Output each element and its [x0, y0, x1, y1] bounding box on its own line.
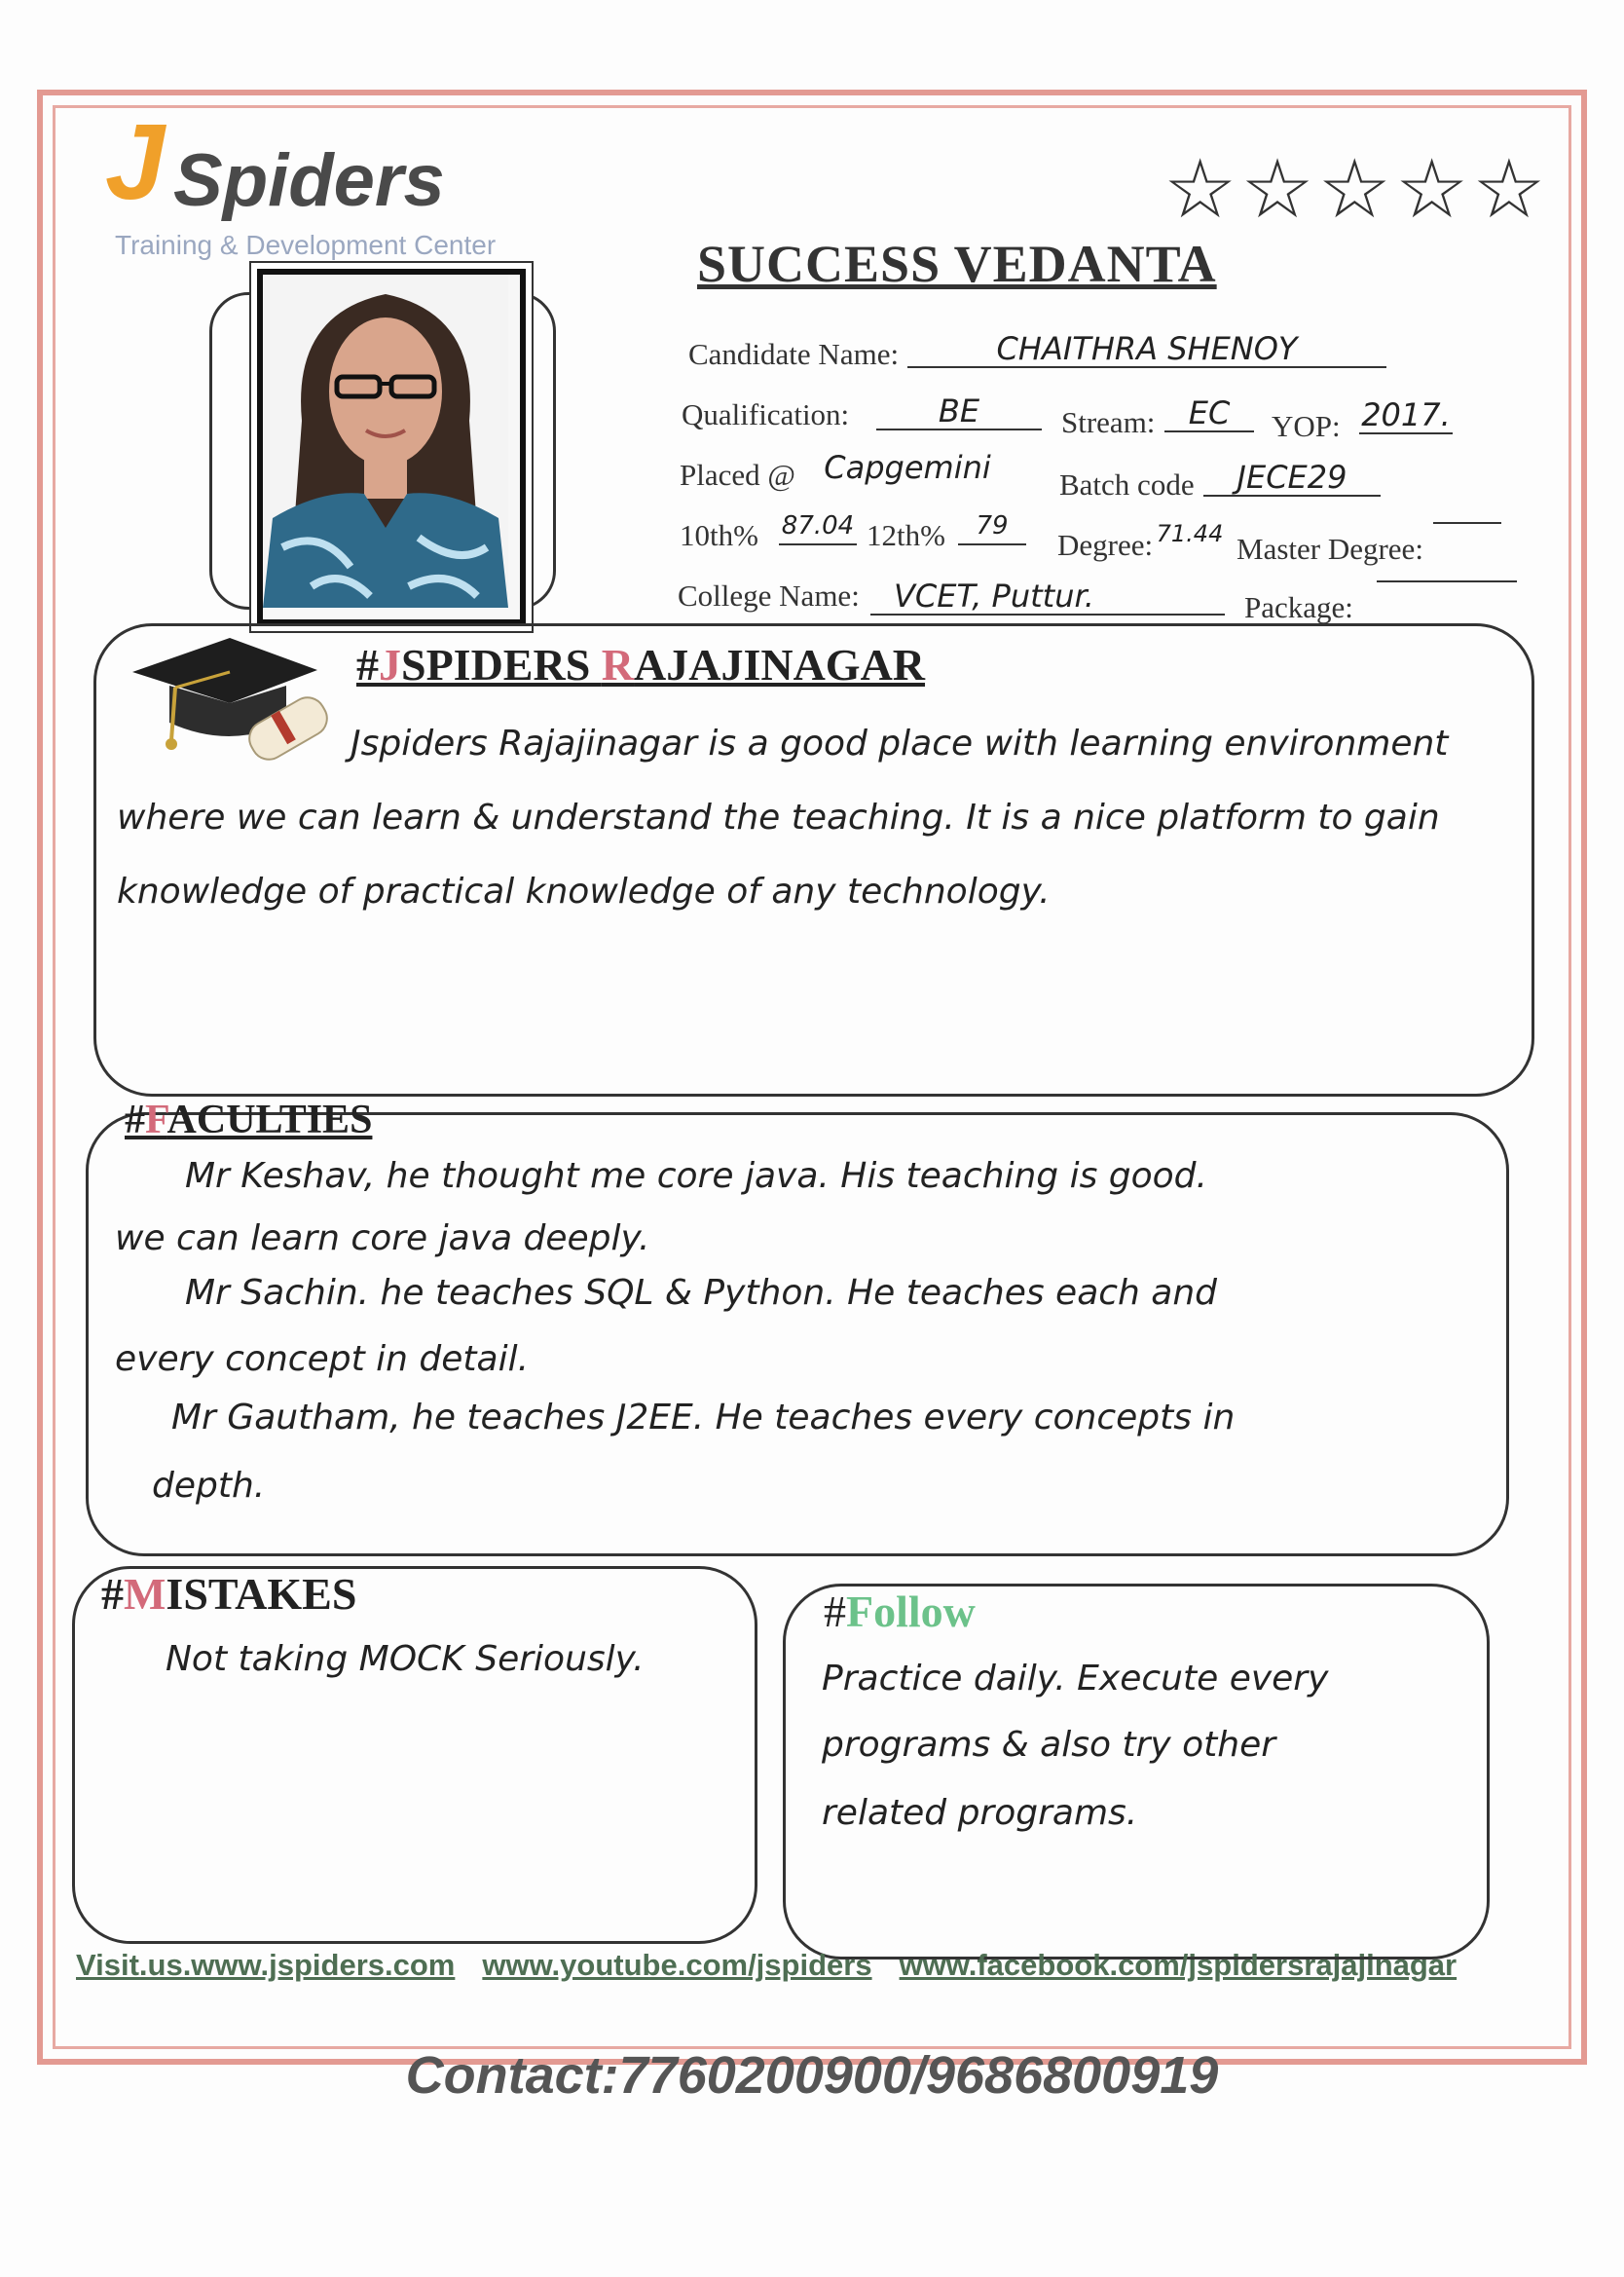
page-title: SUCCESS VEDANTA	[697, 235, 1217, 293]
package-value	[1377, 580, 1517, 582]
heading-hash: #	[101, 1569, 124, 1619]
heading-initial: F	[145, 1098, 167, 1142]
heading-text: SPIDERS	[401, 640, 602, 690]
star-icon: ☆	[1472, 141, 1546, 237]
rating-stars	[1163, 141, 1546, 237]
heading-hash: #	[125, 1098, 145, 1142]
heading-hash: #	[824, 1586, 846, 1636]
qualification-label: Qualification:	[682, 397, 850, 431]
faculty-line: we can learn core java deeply.	[115, 1218, 650, 1258]
logo-subtitle: Training & Development Center	[115, 230, 497, 260]
heading-initial: R	[601, 640, 635, 690]
faculty-line: Mr Keshav, he thought me core java. His teaching is good.	[185, 1156, 1207, 1196]
yop-value: 2017.	[1359, 397, 1453, 434]
rajajinagar-text: Jspiders Rajajinagar is a good place with learning environment where we can learn & understand the teaching. It is a nice platform to gain knowledge of practical knowledge of any technology.	[117, 724, 1449, 912]
faculty-line: Mr Sachin. he teaches SQL & Python. He teaches each and	[185, 1273, 1218, 1313]
package-label: Package:	[1244, 590, 1353, 624]
mistakes-text: Not taking MOCK Seriously.	[166, 1639, 645, 1679]
mistakes-heading	[101, 1568, 356, 1620]
college-name-label: College Name:	[678, 579, 860, 613]
master-degree-label: Master Degree:	[1236, 532, 1423, 566]
candidate-name-value: CHAITHRA SHENOY	[907, 331, 1386, 368]
contact-line: Contact:7760200900/9686800919	[405, 2046, 1219, 2105]
tenth-label: 10th%	[680, 518, 758, 552]
logo-wordmark: Spiders	[173, 139, 445, 222]
star-icon: ☆	[1163, 141, 1237, 237]
heading-text: ISTAKES	[166, 1569, 357, 1619]
twelfth-label: 12th%	[867, 518, 945, 552]
heading-hash: #	[356, 640, 379, 690]
follow-line: Practice daily. Execute every	[822, 1659, 1329, 1698]
batch-code-value: JECE29	[1203, 460, 1381, 497]
faculties-heading	[125, 1097, 372, 1143]
star-icon: ☆	[1317, 141, 1391, 237]
star-icon: ☆	[1240, 141, 1314, 237]
degree-label: Degree:	[1057, 528, 1154, 562]
yop-label: YOP:	[1272, 409, 1341, 443]
logo-letter: J	[105, 102, 166, 222]
website-link[interactable]: Visit.us.www.jspiders.com	[76, 1948, 456, 1982]
heading-text: ACULTIES	[166, 1098, 373, 1142]
facebook-link[interactable]: www.facebook.com/jspidersrajajinagar	[899, 1948, 1458, 1982]
candidate-photo	[251, 263, 532, 631]
placed-value: Capgemini	[824, 449, 991, 486]
star-icon: ☆	[1394, 141, 1469, 237]
master-degree-value	[1433, 522, 1501, 524]
twelfth-value: 79	[958, 508, 1026, 545]
heading-initial: M	[124, 1569, 166, 1619]
follow-line: programs & also try other	[822, 1725, 1276, 1765]
footer-links	[76, 1948, 1517, 1983]
heading-word: Follow	[846, 1586, 976, 1636]
heading-initial: J	[379, 640, 401, 690]
faculty-line: Mr Gautham, he teaches J2EE. He teaches every concepts in	[171, 1398, 1236, 1437]
heading-text: AJAJINAGAR	[634, 640, 926, 690]
candidate-name-label: Candidate Name:	[688, 337, 900, 371]
batch-code-label: Batch code	[1059, 467, 1195, 502]
stream-label: Stream:	[1061, 405, 1156, 439]
placed-label: Placed @	[680, 458, 795, 492]
faculty-line: depth.	[152, 1466, 266, 1506]
degree-value: 71.44	[1156, 520, 1224, 547]
tenth-value: 87.04	[779, 508, 857, 545]
follow-heading	[824, 1586, 976, 1637]
college-name-value: VCET, Puttur.	[870, 579, 1225, 616]
faculty-line: every concept in detail.	[115, 1339, 530, 1379]
rajajinagar-heading	[356, 639, 925, 691]
portrait-illustration	[263, 275, 508, 608]
youtube-link[interactable]: www.youtube.com/jspiders	[482, 1948, 872, 1982]
stream-value: EC	[1164, 395, 1254, 432]
qualification-value: BE	[876, 393, 1042, 430]
follow-line: related programs.	[822, 1793, 1138, 1833]
